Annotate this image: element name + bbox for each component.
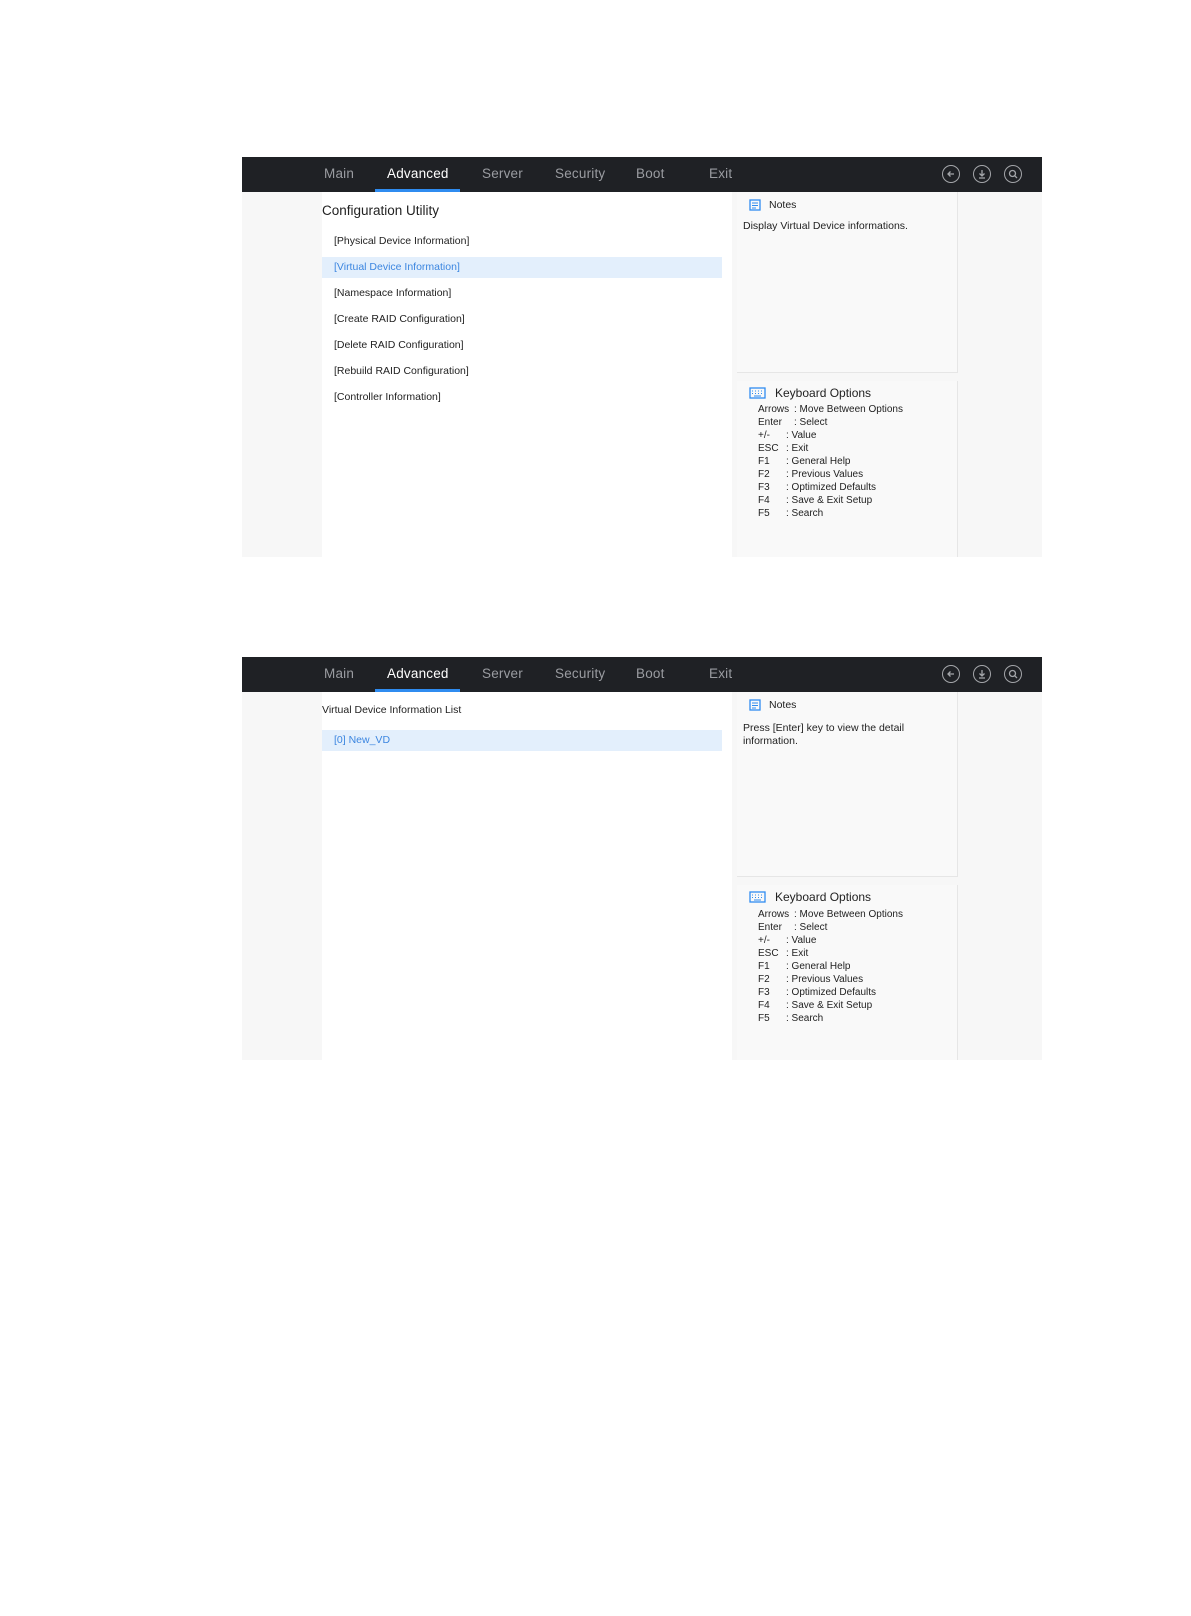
menu-item-label: [Controller Information] — [334, 391, 441, 403]
keyboard-options-box — [737, 381, 958, 557]
tab-exit[interactable]: Exit — [709, 666, 733, 681]
notes-text: Display Virtual Device informations. — [743, 220, 908, 232]
keyboard-icon — [749, 386, 766, 400]
bios-screen-configuration-utility — [242, 157, 1042, 557]
menu-item-physical-device[interactable] — [322, 231, 722, 252]
kb-row — [758, 507, 823, 520]
kb-key: F1 — [758, 456, 770, 467]
back-icon[interactable] — [942, 165, 960, 183]
main-panel — [322, 692, 732, 1060]
kb-desc: : Optimized Defaults — [786, 482, 877, 493]
kb-row — [758, 481, 876, 494]
kb-desc: : Select — [794, 922, 828, 933]
notes-box — [737, 692, 958, 877]
kb-row — [758, 403, 903, 416]
kb-desc: : General Help — [786, 961, 851, 972]
help-panel — [737, 692, 1042, 1060]
menu-item-rebuild-raid[interactable] — [322, 361, 722, 382]
kb-key: F1 — [758, 961, 770, 972]
kb-key: F3 — [758, 987, 770, 998]
kb-row — [758, 999, 872, 1012]
kb-row — [758, 947, 808, 960]
menu-item-create-raid[interactable] — [322, 309, 722, 330]
notes-text: Press [Enter] key to view the detail information. — [743, 722, 905, 747]
keyboard-options-box — [737, 885, 958, 1060]
kb-desc: : Optimized Defaults — [786, 987, 877, 998]
tab-security[interactable]: Security — [555, 666, 606, 681]
search-icon[interactable] — [1004, 165, 1022, 183]
tab-server[interactable]: Server — [482, 166, 523, 181]
keyboard-icon — [749, 890, 766, 904]
notes-label: Notes — [769, 199, 797, 211]
menu-item-label: [Create RAID Configuration] — [334, 313, 465, 325]
kb-key: F4 — [758, 1000, 770, 1011]
kb-desc: : Move Between Options — [794, 404, 903, 415]
kb-key: F3 — [758, 482, 770, 493]
kb-row — [758, 986, 876, 999]
kb-desc: : Value — [786, 430, 817, 441]
kb-key: Enter — [758, 922, 782, 933]
menu-item-new-vd[interactable] — [322, 730, 722, 751]
tab-exit[interactable]: Exit — [709, 166, 733, 181]
page-title: Virtual Device Information List — [322, 704, 462, 716]
kb-desc: : Search — [786, 1013, 824, 1024]
kb-row — [758, 908, 903, 921]
kb-row — [758, 1012, 823, 1025]
kb-desc: : Save & Exit Setup — [786, 495, 873, 506]
kb-desc: : Previous Values — [786, 469, 864, 480]
kb-key: Enter — [758, 417, 782, 428]
kb-row — [758, 455, 850, 468]
search-icon[interactable] — [1004, 665, 1022, 683]
kb-desc: : Value — [786, 935, 817, 946]
keyboard-options-label: Keyboard Options — [775, 890, 872, 904]
kb-key: F4 — [758, 495, 770, 506]
kb-key: +/- — [758, 430, 770, 441]
tab-main[interactable]: Main — [324, 666, 355, 681]
kb-row — [758, 973, 863, 986]
keyboard-options-label: Keyboard Options — [775, 386, 872, 400]
page-title: Configuration Utility — [322, 203, 440, 218]
kb-key: Arrows — [758, 404, 790, 415]
kb-row — [758, 960, 850, 973]
kb-key: ESC — [758, 948, 779, 959]
kb-key: Arrows — [758, 909, 790, 920]
menu-item-virtual-device[interactable] — [322, 257, 722, 278]
notes-icon — [749, 199, 761, 211]
notes-label: Notes — [769, 699, 797, 711]
tab-boot[interactable]: Boot — [636, 166, 665, 181]
kb-desc: : Previous Values — [786, 974, 864, 985]
kb-desc: : Search — [786, 508, 824, 519]
kb-key: F2 — [758, 974, 770, 985]
kb-key: ESC — [758, 443, 779, 454]
save-icon[interactable] — [973, 665, 991, 683]
menu-item-label: [Virtual Device Information] — [334, 261, 460, 273]
main-panel — [322, 192, 732, 557]
notes-icon — [749, 699, 761, 711]
kb-row — [758, 442, 808, 455]
menu-item-label: [Physical Device Information] — [334, 235, 470, 247]
kb-desc: : Exit — [786, 948, 809, 959]
kb-row — [758, 934, 816, 947]
kb-row — [758, 416, 827, 429]
menu-item-delete-raid[interactable] — [322, 335, 722, 356]
kb-row — [758, 921, 827, 934]
kb-row — [758, 429, 816, 442]
kb-key: F2 — [758, 469, 770, 480]
kb-row — [758, 468, 863, 481]
kb-desc: : Save & Exit Setup — [786, 1000, 873, 1011]
top-nav-bar — [242, 657, 1042, 692]
tab-security[interactable]: Security — [555, 166, 606, 181]
tab-main[interactable]: Main — [324, 166, 355, 181]
menu-item-controller[interactable] — [322, 387, 722, 408]
menu-item-label: [Delete RAID Configuration] — [334, 339, 464, 351]
menu-item-label: [0] New_VD — [334, 734, 391, 746]
bios-screen-virtual-device-list — [242, 657, 1042, 1060]
tab-server[interactable]: Server — [482, 666, 523, 681]
kb-row — [758, 494, 872, 507]
save-icon[interactable] — [973, 165, 991, 183]
top-nav-bar — [242, 157, 1042, 192]
menu-item-namespace[interactable] — [322, 283, 722, 304]
help-panel — [737, 192, 1042, 557]
menu-item-label: [Namespace Information] — [334, 287, 452, 299]
menu-item-label: [Rebuild RAID Configuration] — [334, 365, 469, 377]
kb-key: +/- — [758, 935, 770, 946]
notes-box — [737, 192, 958, 373]
kb-key: F5 — [758, 508, 770, 519]
kb-desc: : Select — [794, 417, 828, 428]
kb-key: F5 — [758, 1013, 770, 1024]
kb-desc: : General Help — [786, 456, 851, 467]
tab-advanced[interactable]: Advanced — [387, 666, 449, 681]
tab-advanced[interactable]: Advanced — [387, 166, 449, 181]
kb-desc: : Move Between Options — [794, 909, 903, 920]
back-icon[interactable] — [942, 665, 960, 683]
tab-boot[interactable]: Boot — [636, 666, 665, 681]
kb-desc: : Exit — [786, 443, 809, 454]
